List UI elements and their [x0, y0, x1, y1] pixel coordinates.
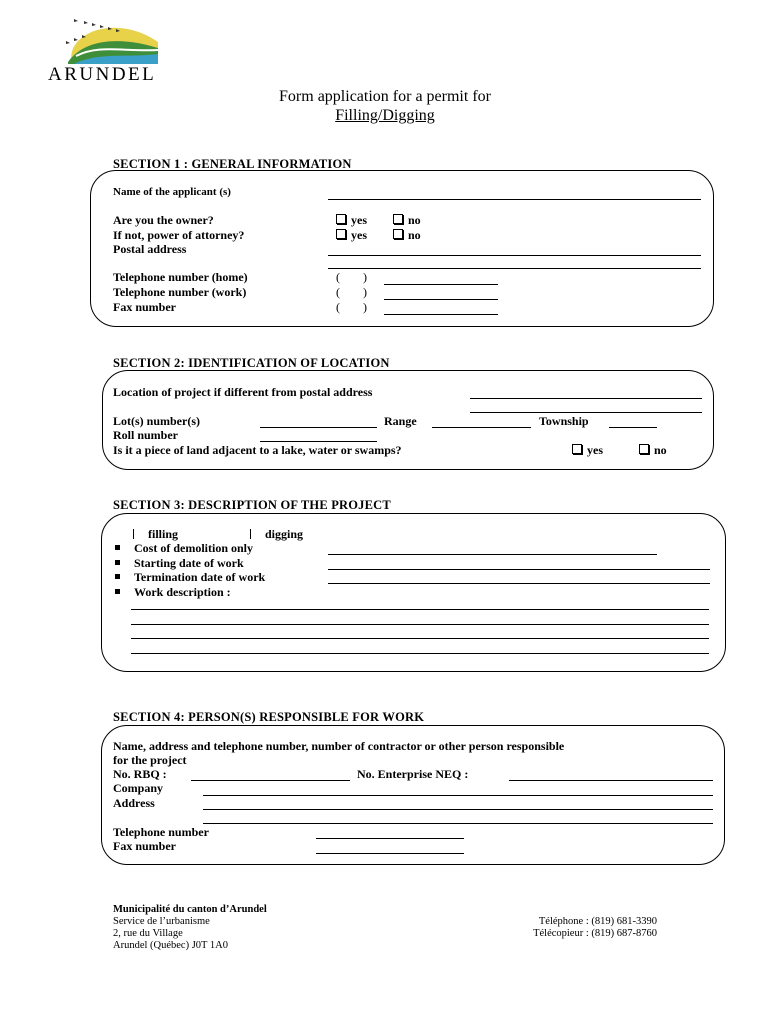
start-date-field[interactable] — [328, 569, 710, 570]
owner-yes-option[interactable] — [336, 213, 367, 228]
bullet-icon — [115, 560, 120, 565]
checkbox-icon — [393, 214, 403, 224]
attorney-no-label: no — [408, 228, 421, 242]
responsible-tel-label: Telephone number — [113, 825, 209, 839]
tel-work-field[interactable] — [384, 299, 498, 300]
checkbox-icon — [336, 229, 346, 239]
adjacent-no-option[interactable] — [639, 443, 667, 458]
checkbox-icon — [336, 214, 346, 224]
location-field-1[interactable] — [470, 398, 702, 399]
fax-area-close: ) — [363, 300, 367, 314]
item-label: Termination date of work — [134, 570, 266, 584]
footer-org: Municipalité du canton d’Arundel — [113, 904, 267, 915]
section4-title: SECTION 4: PERSON(S) RESPONSIBLE FOR WORK — [113, 710, 425, 724]
responsible-intro-1: Name, address and telephone number, number of contractor or other person responsible — [113, 739, 565, 753]
tel-work-label: Telephone number (work) — [113, 285, 247, 299]
description-field-2[interactable] — [131, 624, 709, 625]
arundel-logo-graphic — [54, 14, 164, 69]
filling-option[interactable] — [133, 527, 178, 542]
list-item — [115, 556, 244, 571]
section1-title: SECTION 1 : GENERAL INFORMATION — [113, 157, 352, 171]
range-field[interactable] — [432, 427, 531, 428]
checkbox-icon — [572, 444, 582, 454]
owner-no-option[interactable] — [393, 213, 421, 228]
neq-field[interactable] — [509, 780, 713, 781]
tel-home-field[interactable] — [384, 284, 498, 285]
tel-home-area-open: ( — [336, 270, 340, 284]
footer-city: Arundel (Québec) J0T 1A0 — [113, 940, 228, 951]
adjacent-no-label: no — [654, 443, 667, 457]
fax-area-open: ( — [336, 300, 340, 314]
bullet-icon — [115, 545, 120, 550]
footer-street: 2, rue du Village — [113, 928, 183, 939]
footer-fax: Télécopieur : (819) 687-8760 — [533, 928, 657, 939]
company-label: Company — [113, 781, 164, 795]
applicant-label: Name of the applicant (s) — [113, 186, 231, 198]
digging-option[interactable] — [250, 527, 303, 542]
filling-label: filling — [148, 527, 179, 541]
company-field[interactable] — [203, 795, 713, 796]
description-field-4[interactable] — [131, 653, 709, 654]
end-date-field[interactable] — [328, 583, 710, 584]
township-label: Township — [539, 414, 589, 428]
form-subtitle: Filling/Digging — [335, 107, 435, 124]
checkbox-icon — [250, 529, 251, 539]
checkbox-icon — [639, 444, 649, 454]
tel-work-area-close: ) — [363, 285, 367, 299]
item-label: Work description : — [134, 585, 231, 599]
section3-title: SECTION 3: DESCRIPTION OF THE PROJECT — [113, 498, 391, 512]
digging-label: digging — [265, 527, 304, 541]
rbq-label: No. RBQ : — [113, 767, 167, 781]
fax-field[interactable] — [384, 314, 498, 315]
description-field-1[interactable] — [131, 609, 709, 610]
township-field[interactable] — [609, 427, 657, 428]
lot-field[interactable] — [260, 427, 377, 428]
rbq-field[interactable] — [191, 780, 350, 781]
bullet-icon — [115, 574, 120, 579]
adjacent-label: Is it a piece of land adjacent to a lake, water or swamps? — [113, 443, 402, 457]
location-label: Location of project if different from postal address — [113, 385, 373, 399]
responsible-intro-2: for the project — [113, 753, 187, 767]
logo — [48, 14, 188, 86]
item-label: Starting date of work — [134, 556, 244, 570]
list-item — [115, 585, 231, 600]
postal-field-2[interactable] — [328, 268, 701, 269]
range-label: Range — [384, 414, 417, 428]
list-item — [115, 541, 253, 556]
checkbox-icon — [393, 229, 403, 239]
responsible-fax-label: Fax number — [113, 839, 176, 853]
item-label: Cost of demolition only — [134, 541, 254, 555]
address-field-1[interactable] — [203, 809, 713, 810]
tel-home-label: Telephone number (home) — [113, 270, 248, 284]
attorney-no-option[interactable] — [393, 228, 421, 243]
address-label: Address — [113, 796, 155, 810]
location-field-2[interactable] — [470, 412, 702, 413]
owner-yes-label: yes — [351, 213, 367, 227]
attorney-label: If not, power of attorney? — [113, 228, 245, 242]
address-field-2[interactable] — [203, 823, 713, 824]
demolition-cost-field[interactable] — [328, 554, 657, 555]
checkbox-icon — [133, 529, 134, 539]
attorney-yes-label: yes — [351, 228, 367, 242]
form-title: Form application for a permit for — [279, 88, 491, 105]
description-field-3[interactable] — [131, 638, 709, 639]
section2-title: SECTION 2: IDENTIFICATION OF LOCATION — [113, 356, 390, 370]
tel-home-area-close: ) — [363, 270, 367, 284]
list-item — [115, 570, 265, 585]
postal-label: Postal address — [113, 242, 187, 256]
adjacent-yes-option[interactable] — [572, 443, 603, 458]
applicant-field[interactable] — [328, 199, 701, 200]
footer-phone: Téléphone : (819) 681-3390 — [538, 916, 657, 927]
tel-work-area-open: ( — [336, 285, 340, 299]
attorney-yes-option[interactable] — [336, 228, 367, 243]
neq-label: No. Enterprise NEQ : — [357, 767, 469, 781]
logo-wordmark: ARUNDEL — [48, 64, 157, 85]
fax-label: Fax number — [113, 300, 176, 314]
bullet-icon — [115, 589, 120, 594]
adjacent-yes-label: yes — [587, 443, 603, 457]
responsible-tel-field[interactable] — [316, 838, 464, 839]
postal-field-1[interactable] — [328, 255, 701, 256]
roll-field[interactable] — [260, 441, 377, 442]
roll-label: Roll number — [113, 428, 179, 442]
owner-no-label: no — [408, 213, 421, 227]
owner-label: Are you the owner? — [113, 213, 214, 227]
lot-label: Lot(s) number(s) — [113, 414, 200, 428]
responsible-fax-field[interactable] — [316, 853, 464, 854]
footer-dept: Service de l’urbanisme — [113, 916, 210, 927]
